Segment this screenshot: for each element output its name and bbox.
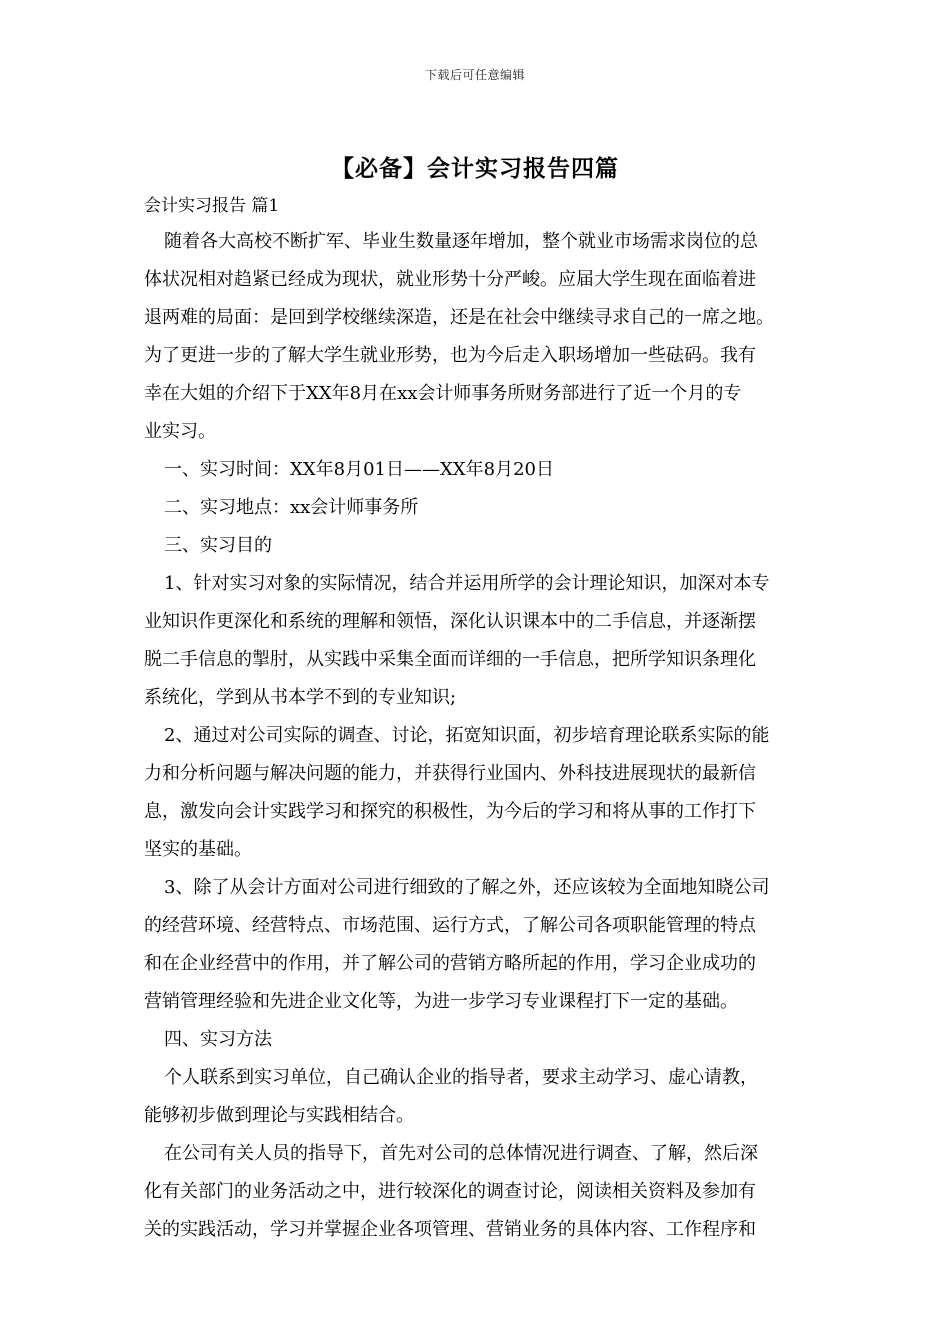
text-line: 二、实习地点：xx会计师事务所 (164, 497, 419, 518)
text-line: 化有关部门的业务活动之中，进行较深化的调查讨论，阅读相关资料及参加有 (144, 1181, 756, 1202)
text-line: 的经营环境、经营特点、市场范围、运行方式，了解公司各项职能管理的特点 (144, 915, 756, 936)
text-line: 2、通过对公司实际的调查、讨论，拓宽知识面，初步培育理论联系实际的能 (164, 725, 770, 746)
header-note: 下载后可任意编辑 (424, 68, 525, 82)
text-line: 营销管理经验和先进企业文化等，为进一步学习专业课程打下一定的基础。 (144, 991, 738, 1012)
text-line: 关的实践活动，学习并掌握企业各项管理、营销业务的具体内容、工作程序和 (144, 1219, 756, 1240)
section-heading: 会计实习报告 篇1 (144, 196, 280, 216)
text-line: 四、实习方法 (164, 1029, 272, 1050)
text-line: 随着各大高校不断扩军、毕业生数量逐年增加，整个就业市场需求岗位的总 (164, 231, 758, 252)
document-body (144, 193, 810, 1249)
text-line: 为了更进一步的了解大学生就业形势，也为今后走入职场增加一些砝码。我有 (144, 345, 756, 366)
text-line: 个人联系到实习单位，自己确认企业的指导者，要求主动学习、虚心请教， (164, 1067, 758, 1088)
text-line: 息，激发向会计实践学习和探究的积极性，为今后的学习和将从事的工作打下 (144, 801, 756, 822)
text-line: 业知识作更深化和系统的理解和领悟，深化认识课本中的二手信息，并逐渐摆 (144, 611, 756, 632)
text-line: 体状况相对趋紧已经成为现状，就业形势十分严峻。应届大学生现在面临着进 (144, 269, 756, 290)
text-line: 力和分析问题与解决问题的能力，并获得行业国内、外科技进展现状的最新信 (144, 763, 756, 784)
text-line: 能够初步做到理论与实践相结合。 (144, 1105, 414, 1126)
text-line: 三、实习目的 (164, 535, 272, 556)
text-line: 系统化，学到从书本学不到的专业知识; (144, 687, 457, 708)
text-line: 幸在大姐的介绍下于XX年8月在xx会计师事务所财务部进行了近一个月的专 (144, 383, 742, 404)
text-line: 脱二手信息的掣肘，从实践中采集全面而详细的一手信息，把所学知识条理化 (144, 649, 756, 670)
text-line: 1、针对实习对象的实际情况，结合并运用所学的会计理论知识，加深对本专 (164, 573, 770, 594)
document-title: 【必备】会计实习报告四篇 (331, 155, 619, 182)
text-line: 一、实习时间：XX年8月01日——XX年8月20日 (164, 459, 554, 480)
text-line: 业实习。 (144, 421, 216, 442)
text-line: 坚实的基础。 (144, 839, 252, 860)
paragraph-lines (144, 223, 810, 1249)
text-line: 在公司有关人员的指导下，首先对公司的总体情况进行调查、了解，然后深 (164, 1143, 758, 1164)
text-line: 退两难的局面：是回到学校继续深造，还是在社会中继续寻求自己的一席之地。 (144, 307, 774, 328)
text-line: 和在企业经营中的作用，并了解公司的营销方略所起的作用，学习企业成功的 (144, 953, 756, 974)
text-line: 3、除了从会计方面对公司进行细致的了解之外，还应该较为全面地知晓公司 (164, 877, 770, 898)
